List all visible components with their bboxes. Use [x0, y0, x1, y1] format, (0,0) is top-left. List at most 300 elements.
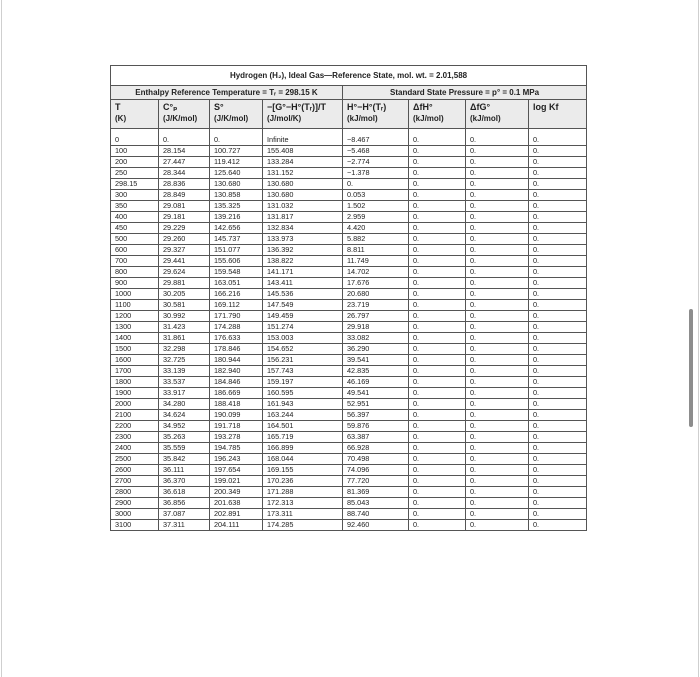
table-cell: 0.	[529, 443, 587, 454]
table-row	[111, 267, 587, 278]
vertical-scrollbar[interactable]	[689, 309, 693, 427]
table-cell: 0.	[409, 223, 466, 234]
table-cell: 0.	[466, 129, 529, 146]
table-cell: 138.822	[263, 256, 343, 267]
table-cell: 0.	[409, 421, 466, 432]
table-row	[111, 498, 587, 509]
table-cell: 131.817	[263, 212, 343, 223]
table-cell: 188.418	[210, 399, 263, 410]
table-cell: 0.	[529, 190, 587, 201]
table-cell: 151.274	[263, 322, 343, 333]
table-row	[111, 129, 587, 146]
table-cell: 164.501	[263, 421, 343, 432]
table-row	[111, 454, 587, 465]
table-cell: 29.229	[159, 223, 210, 234]
table-cell: 0.	[409, 311, 466, 322]
table-cell: 202.891	[210, 509, 263, 520]
table-cell: 0.	[529, 465, 587, 476]
table-row	[111, 322, 587, 333]
table-cell: 0.	[466, 300, 529, 311]
table-cell: 0.	[466, 212, 529, 223]
table-cell: 34.624	[159, 410, 210, 421]
table-cell: 0.	[409, 443, 466, 454]
table-row	[111, 476, 587, 487]
table-cell: 133.284	[263, 157, 343, 168]
table-cell: 92.460	[343, 520, 409, 531]
table-cell: 0.	[343, 179, 409, 190]
column-symbol: −[G°−H°(Tᵣ)]/T	[267, 102, 326, 112]
table-row	[111, 201, 587, 212]
table-row	[111, 190, 587, 201]
table-cell: 0.	[529, 399, 587, 410]
table-row	[111, 157, 587, 168]
table-cell: 77.720	[343, 476, 409, 487]
table-cell: 168.044	[263, 454, 343, 465]
table-cell: 700	[111, 256, 159, 267]
table-cell: 0.	[529, 377, 587, 388]
table-cell: 0.	[409, 245, 466, 256]
table-cell: 14.702	[343, 267, 409, 278]
table-cell: 2000	[111, 399, 159, 410]
table-cell: 0.	[529, 256, 587, 267]
table-cell: 172.313	[263, 498, 343, 509]
table-cell: 2800	[111, 487, 159, 498]
table-cell: 36.111	[159, 465, 210, 476]
table-cell: 163.051	[210, 278, 263, 289]
table-cell: −5.468	[343, 146, 409, 157]
table-cell: 0.	[529, 366, 587, 377]
table-cell: 0	[111, 129, 159, 146]
table-cell: 88.740	[343, 509, 409, 520]
table-cell: 33.139	[159, 366, 210, 377]
column-symbol: H°−H°(Tᵣ)	[347, 102, 387, 112]
table-cell: 0.	[466, 465, 529, 476]
table-cell: 0.	[466, 498, 529, 509]
enthalpy-reference: Enthalpy Reference Temperature = Tᵣ = 298.15 K	[111, 86, 343, 100]
table-cell: 131.152	[263, 168, 343, 179]
table-cell: 300	[111, 190, 159, 201]
table-cell: 29.181	[159, 212, 210, 223]
table-cell: 159.197	[263, 377, 343, 388]
table-cell: 29.260	[159, 234, 210, 245]
table-cell: 0.	[409, 366, 466, 377]
table-cell: 0.	[409, 454, 466, 465]
table-cell: 0.	[529, 432, 587, 443]
table-cell: 1100	[111, 300, 159, 311]
table-cell: 171.790	[210, 311, 263, 322]
table-cell: 2200	[111, 421, 159, 432]
table-cell: 201.638	[210, 498, 263, 509]
table-cell: 0.	[466, 289, 529, 300]
table-cell: 46.169	[343, 377, 409, 388]
table-row	[111, 212, 587, 223]
table-cell: 0.	[466, 421, 529, 432]
table-cell: 400	[111, 212, 159, 223]
table-cell: 0.	[529, 509, 587, 520]
table-cell: 29.624	[159, 267, 210, 278]
table-cell: 0.	[409, 377, 466, 388]
table-row	[111, 344, 587, 355]
table-cell: 0.	[409, 399, 466, 410]
table-cell: 0.	[409, 410, 466, 421]
table-cell: 184.846	[210, 377, 263, 388]
table-cell: 0.	[466, 410, 529, 421]
table-cell: 155.408	[263, 146, 343, 157]
table-cell: 0.	[466, 366, 529, 377]
table-cell: 160.595	[263, 388, 343, 399]
table-cell: 1700	[111, 366, 159, 377]
table-cell: 153.003	[263, 333, 343, 344]
column-symbol: T	[115, 102, 121, 112]
table-cell: 155.606	[210, 256, 263, 267]
table-cell: 0.	[529, 421, 587, 432]
table-cell: 3000	[111, 509, 159, 520]
table-cell: 145.737	[210, 234, 263, 245]
table-cell: 132.834	[263, 223, 343, 234]
table-cell: 156.231	[263, 355, 343, 366]
table-cell: 36.856	[159, 498, 210, 509]
table-cell: 0.	[529, 520, 587, 531]
table-cell: 0.	[529, 344, 587, 355]
table-cell: 196.243	[210, 454, 263, 465]
table-cell: 35.559	[159, 443, 210, 454]
table-cell: 170.236	[263, 476, 343, 487]
table-row	[111, 377, 587, 388]
table-row	[111, 234, 587, 245]
table-cell: 34.952	[159, 421, 210, 432]
table-cell: 250	[111, 168, 159, 179]
table-cell: 130.680	[210, 179, 263, 190]
table-cell: 0.	[409, 487, 466, 498]
table-cell: 0.	[409, 322, 466, 333]
table-cell: 70.498	[343, 454, 409, 465]
table-cell: 0.	[466, 256, 529, 267]
table-cell: 27.447	[159, 157, 210, 168]
table-cell: −2.774	[343, 157, 409, 168]
table-cell: 1900	[111, 388, 159, 399]
table-cell: 147.549	[263, 300, 343, 311]
table-cell: 0.	[409, 355, 466, 366]
table-cell: 2300	[111, 432, 159, 443]
table-cell: 0.	[466, 377, 529, 388]
table-cell: 1.502	[343, 201, 409, 212]
column-symbol: ΔfH°	[413, 102, 433, 112]
table-cell: 0.	[466, 311, 529, 322]
table-body	[111, 129, 587, 531]
left-border	[1, 0, 2, 677]
table-row	[111, 421, 587, 432]
table-cell: 0.	[409, 267, 466, 278]
table-cell: 29.918	[343, 322, 409, 333]
table-cell: 191.718	[210, 421, 263, 432]
table-cell: 142.656	[210, 223, 263, 234]
table-cell: 2.959	[343, 212, 409, 223]
table-row	[111, 245, 587, 256]
table-cell: 100	[111, 146, 159, 157]
table-cell: 130.680	[263, 179, 343, 190]
table-cell: 0.	[466, 333, 529, 344]
table-cell: 0.	[409, 201, 466, 212]
table-cell: 37.311	[159, 520, 210, 531]
table-cell: −1.378	[343, 168, 409, 179]
table-cell: 74.096	[343, 465, 409, 476]
table-cell: 800	[111, 267, 159, 278]
column-unit: (J/K/mol)	[214, 114, 249, 123]
table-cell: 34.280	[159, 399, 210, 410]
table-cell: 0.	[529, 454, 587, 465]
table-cell: 0.	[529, 223, 587, 234]
table-cell: 194.785	[210, 443, 263, 454]
column-header	[159, 100, 210, 129]
column-symbol: log Kf	[533, 102, 559, 112]
table-cell: 0.053	[343, 190, 409, 201]
table-cell: 450	[111, 223, 159, 234]
table-cell: 49.541	[343, 388, 409, 399]
table-cell: 0.	[466, 201, 529, 212]
table-cell: 29.327	[159, 245, 210, 256]
table-cell: 0.	[466, 454, 529, 465]
table-title: Hydrogen (H₂), Ideal Gas—Reference State, mol. wt. = 2.01,588	[111, 66, 587, 86]
table-cell: 0.	[466, 157, 529, 168]
table-cell: 0.	[159, 129, 210, 146]
table-row	[111, 509, 587, 520]
table-cell: 0.	[409, 476, 466, 487]
table-cell: 0.	[466, 388, 529, 399]
table-cell: 2600	[111, 465, 159, 476]
table-cell: 1600	[111, 355, 159, 366]
table-cell: 197.654	[210, 465, 263, 476]
table-cell: 0.	[466, 168, 529, 179]
table-cell: 0.	[409, 157, 466, 168]
table-row	[111, 388, 587, 399]
table-cell: 298.15	[111, 179, 159, 190]
table-cell: 0.	[409, 498, 466, 509]
table-row	[111, 355, 587, 366]
table-cell: 149.459	[263, 311, 343, 322]
table-cell: 0.	[466, 223, 529, 234]
table-cell: 2500	[111, 454, 159, 465]
table-row	[111, 399, 587, 410]
table-cell: 1800	[111, 377, 159, 388]
table-cell: 0.	[529, 146, 587, 157]
table-cell: 204.111	[210, 520, 263, 531]
table-cell: 200.349	[210, 487, 263, 498]
table-cell: 0.	[529, 333, 587, 344]
table-cell: 169.155	[263, 465, 343, 476]
table-cell: 0.	[529, 487, 587, 498]
table-cell: 0.	[466, 476, 529, 487]
table-cell: 20.680	[343, 289, 409, 300]
table-cell: 63.387	[343, 432, 409, 443]
table-row	[111, 333, 587, 344]
table-cell: 0.	[409, 179, 466, 190]
table-cell: 0.	[409, 333, 466, 344]
table-cell: 33.537	[159, 377, 210, 388]
table-cell: 178.846	[210, 344, 263, 355]
table-cell: 0.	[529, 267, 587, 278]
table-cell: 159.548	[210, 267, 263, 278]
table-cell: 26.797	[343, 311, 409, 322]
table-cell: 36.618	[159, 487, 210, 498]
table-cell: 0.	[409, 129, 466, 146]
table-row	[111, 168, 587, 179]
table-row	[111, 146, 587, 157]
column-header	[263, 100, 343, 129]
table-row	[111, 289, 587, 300]
table-row	[111, 179, 587, 190]
table-cell: 0.	[409, 212, 466, 223]
table-cell: 0.	[409, 289, 466, 300]
table-cell: 2700	[111, 476, 159, 487]
table-cell: 81.369	[343, 487, 409, 498]
table-cell: 135.325	[210, 201, 263, 212]
table-cell: 23.719	[343, 300, 409, 311]
right-border	[698, 0, 699, 677]
column-unit: (kJ/mol)	[347, 114, 378, 123]
table-row	[111, 432, 587, 443]
table-cell: 29.081	[159, 201, 210, 212]
table-row	[111, 223, 587, 234]
table-row	[111, 487, 587, 498]
table-cell: 2100	[111, 410, 159, 421]
column-header	[466, 100, 529, 129]
table-cell: 0.	[466, 520, 529, 531]
table-cell: 1400	[111, 333, 159, 344]
table-cell: 166.899	[263, 443, 343, 454]
table-cell: 130.858	[210, 190, 263, 201]
table-cell: 0.	[466, 322, 529, 333]
column-header-row	[111, 100, 587, 129]
table-cell: 145.536	[263, 289, 343, 300]
table-cell: 1000	[111, 289, 159, 300]
table-cell: 29.881	[159, 278, 210, 289]
table-cell: 56.397	[343, 410, 409, 421]
table-cell: 31.423	[159, 322, 210, 333]
table-cell: 186.669	[210, 388, 263, 399]
table-cell: 180.944	[210, 355, 263, 366]
table-cell: 0.	[210, 129, 263, 146]
column-header	[111, 100, 159, 129]
table-cell: 0.	[409, 388, 466, 399]
table-cell: 1200	[111, 311, 159, 322]
table-cell: 0.	[466, 234, 529, 245]
column-symbol: ΔfG°	[470, 102, 491, 112]
table-row	[111, 311, 587, 322]
table-cell: 0.	[529, 234, 587, 245]
table-row	[111, 465, 587, 476]
table-cell: 0.	[466, 179, 529, 190]
column-header	[529, 100, 587, 129]
table-cell: 500	[111, 234, 159, 245]
table-cell: 0.	[409, 234, 466, 245]
table-cell: 30.205	[159, 289, 210, 300]
table-cell: 0.	[529, 300, 587, 311]
table-cell: 163.244	[263, 410, 343, 421]
table-cell: 0.	[529, 355, 587, 366]
table-cell: 0.	[529, 278, 587, 289]
table-cell: 8.811	[343, 245, 409, 256]
table-cell: 0.	[409, 190, 466, 201]
table-cell: 139.216	[210, 212, 263, 223]
table-cell: 136.392	[263, 245, 343, 256]
table-cell: 600	[111, 245, 159, 256]
table-cell: 32.725	[159, 355, 210, 366]
table-cell: 4.420	[343, 223, 409, 234]
table-cell: 0.	[529, 311, 587, 322]
table-row	[111, 256, 587, 267]
table-cell: 0.	[529, 212, 587, 223]
table-cell: 125.640	[210, 168, 263, 179]
table-cell: 166.216	[210, 289, 263, 300]
table-cell: 17.676	[343, 278, 409, 289]
table-cell: 28.344	[159, 168, 210, 179]
table-cell: 36.370	[159, 476, 210, 487]
table-cell: 0.	[409, 520, 466, 531]
table-cell: 165.719	[263, 432, 343, 443]
table-cell: 66.928	[343, 443, 409, 454]
table-cell: 0.	[466, 509, 529, 520]
table-cell: 0.	[409, 256, 466, 267]
table-cell: 0.	[529, 410, 587, 421]
table-cell: Infinite	[263, 129, 343, 146]
table-cell: 0.	[409, 465, 466, 476]
table-cell: 0.	[529, 245, 587, 256]
column-unit: (J/mol/K)	[267, 114, 302, 123]
table-cell: 0.	[529, 168, 587, 179]
table-cell: 0.	[466, 355, 529, 366]
column-unit: (kJ/mol)	[470, 114, 501, 123]
table-cell: 900	[111, 278, 159, 289]
table-cell: 28.154	[159, 146, 210, 157]
column-header	[210, 100, 263, 129]
column-symbol: C°ₚ	[163, 102, 178, 112]
table-cell: 85.043	[343, 498, 409, 509]
column-header	[409, 100, 466, 129]
table-cell: 1300	[111, 322, 159, 333]
table-cell: 0.	[466, 278, 529, 289]
thermo-table	[110, 65, 587, 531]
standard-pressure: Standard State Pressure = p° = 0.1 MPa	[343, 86, 587, 100]
table-cell: 0.	[529, 498, 587, 509]
table-cell: 0.	[529, 322, 587, 333]
table-cell: 1500	[111, 344, 159, 355]
table-cell: 193.278	[210, 432, 263, 443]
column-unit: (K)	[115, 114, 127, 123]
table-cell: 36.290	[343, 344, 409, 355]
table-cell: 0.	[529, 476, 587, 487]
table-cell: 29.441	[159, 256, 210, 267]
table-cell: 28.836	[159, 179, 210, 190]
table-cell: 3100	[111, 520, 159, 531]
table-cell: 143.411	[263, 278, 343, 289]
table-cell: 0.	[409, 146, 466, 157]
table-cell: 31.861	[159, 333, 210, 344]
table-row	[111, 520, 587, 531]
table-cell: 0.	[466, 146, 529, 157]
table-cell: 59.876	[343, 421, 409, 432]
table-cell: 174.288	[210, 322, 263, 333]
table-cell: 190.099	[210, 410, 263, 421]
table-cell: 0.	[466, 344, 529, 355]
table-row	[111, 410, 587, 421]
table-cell: 0.	[409, 300, 466, 311]
table-cell: 5.882	[343, 234, 409, 245]
table-cell: 174.285	[263, 520, 343, 531]
table-cell: 52.951	[343, 399, 409, 410]
table-cell: 0.	[409, 432, 466, 443]
table-cell: 0.	[409, 278, 466, 289]
table-cell: 0.	[466, 443, 529, 454]
